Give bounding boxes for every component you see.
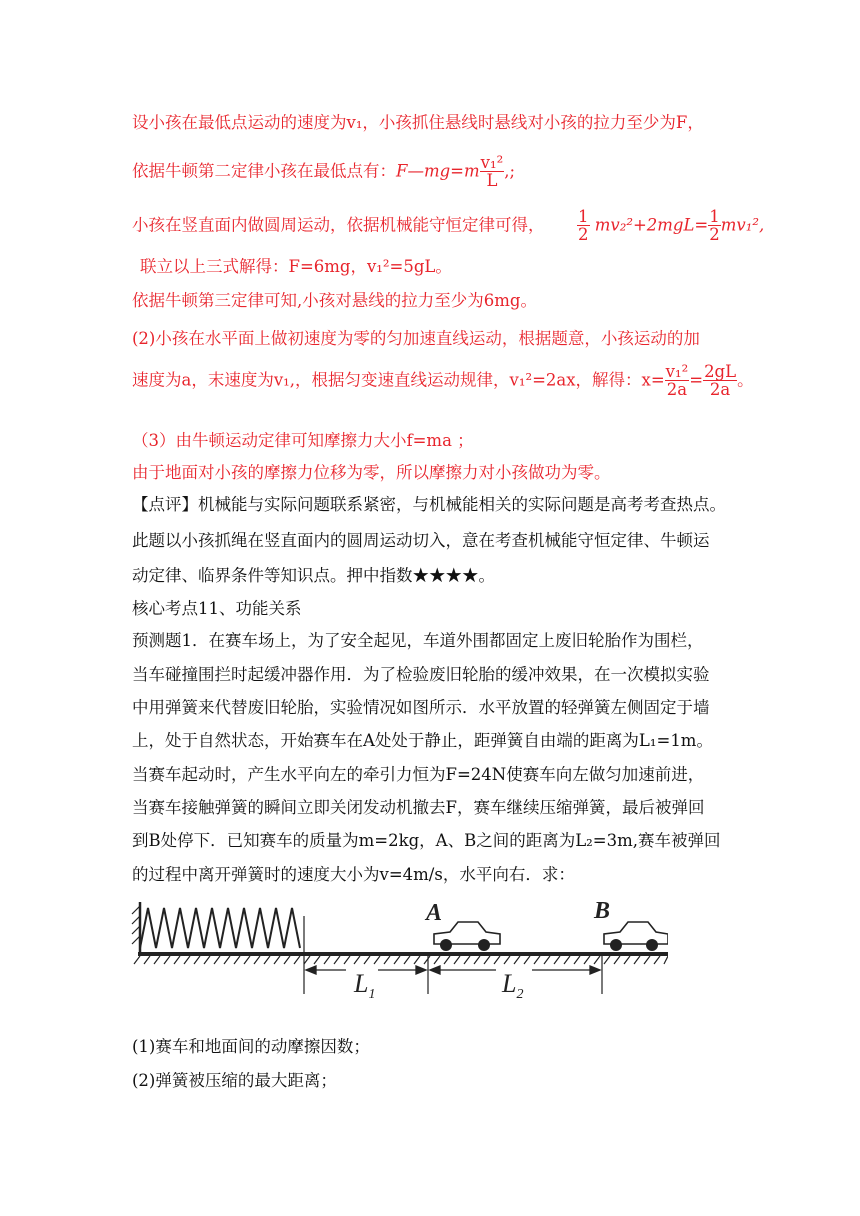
l7-frac-1: $\frac{\text{v₁²}}{2a}$ [665,362,689,400]
problem-line-5: 当赛车起动时，产生水平向左的牵引力恒为F=24N使赛车向左做匀加速前进， [132,765,705,784]
problem-line-1: 预测题1．在赛车场上，为了安全起见，车道外围都固定上废旧轮胎作为围栏， [132,631,704,650]
l7-end: 。 [737,370,754,390]
comment-line-1: 【点评】机械能与实际问题联系紧密，与机械能相关的实际问题是高考考查热点。 [132,495,726,514]
answer-line-1: 设小孩在最低点运动的速度为v₁，小孩抓住悬线时悬线对小孩的拉力至少为F， [132,113,704,132]
l2-tail: ,; [504,161,516,181]
label-b: B [594,898,611,924]
wall [132,902,140,952]
answer-line-2 [132,154,515,190]
spring-car-diagram [128,898,668,1018]
l7-eq: = [689,370,704,390]
comment-line-2: 此题以小孩抓绳在竖直面内的圆周运动切入，意在考查机械能守恒定律、牛顿运 [132,531,710,550]
l7-frac-2: $\frac{2gL}{2a}$ [704,362,737,400]
problem-line-6: 当赛车接触弹簧的瞬间立即关闭发动机撤去F，赛车继续压缩弹簧，最后被弹回 [132,798,705,817]
comment-line-3: 动定律、临界条件等知识点。押中指数★★★★。 [132,566,495,585]
l2-text: 依据牛顿第二定律小孩在最低点有： [132,161,396,181]
car-b [604,922,668,951]
problem-line-3: 中用弹簧来代替废旧轮胎，实验情况如图所示．水平放置的轻弹簧左侧固定于墙 [132,698,710,717]
l2-formula-left: F—mg=m [396,161,480,181]
problem-line-2: 当车碰撞围拦时起缓冲器作用．为了检验废旧轮胎的缓冲效果，在一次模拟实验 [132,665,710,684]
label-a: A [426,900,443,926]
problem-line-4: 上，处于自然状态，开始赛车在A处处于静止，距弹簧自由端的距离为L₁=1m。 [132,731,713,750]
answer-line-5: 依据牛顿第三定律可知,小孩对悬线的拉力至少为6mg。 [132,291,537,310]
l7-text: 速度为a，末速度为v₁,，根据匀变速直线运动规律，v₁²=2ax，解得：x= [132,370,665,390]
problem-line-8: 的过程中离开弹簧时的速度大小为v=4m/s，水平向右．求： [132,865,575,884]
l1-label: $L_1$ [354,969,376,1002]
answer-line-4: 联立以上三式解得：F=6mg，v₁²=5gL。 [140,257,452,276]
section-heading: 核心考点11、功能关系 [132,599,302,618]
answer-line-8: （3）由牛顿运动定律可知摩擦力大小f=ma ； [132,431,474,450]
answer-line-7 [132,363,754,399]
l3-mid: mv₂²+2mgL= [594,215,709,235]
ground [134,952,668,964]
answer-line-3 [132,208,764,244]
l2-label: $L_2$ [502,969,524,1002]
answer-line-6: (2)小孩在水平面上做初速度为零的匀加速直线运动，根据题意，小孩运动的加 [132,329,700,348]
spring [140,908,300,948]
question-1: (1)赛车和地面间的动摩擦因数； [132,1037,370,1056]
l3-half-2: $\frac{1}{2}$ [709,207,720,245]
l3-text: 小孩在竖直面内做圆周运动，依据机械能守恒定律可得， [132,215,545,235]
l2-fraction: $\frac{\text{v₁²}}{L}$ [480,153,504,191]
question-2: (2)弹簧被压缩的最大距离； [132,1071,337,1090]
problem-line-7: 到B处停下．已知赛车的质量为m=2kg，A、B之间的距离为L₂=3m,赛车被弹回 [132,831,721,850]
car-a [434,922,500,951]
l3-half-1: $\frac{1}{2}$ [578,207,589,245]
answer-line-9: 由于地面对小孩的摩擦力位移为零，所以摩擦力对小孩做功为零。 [132,463,611,482]
l3-end: mv₁², [720,215,765,235]
